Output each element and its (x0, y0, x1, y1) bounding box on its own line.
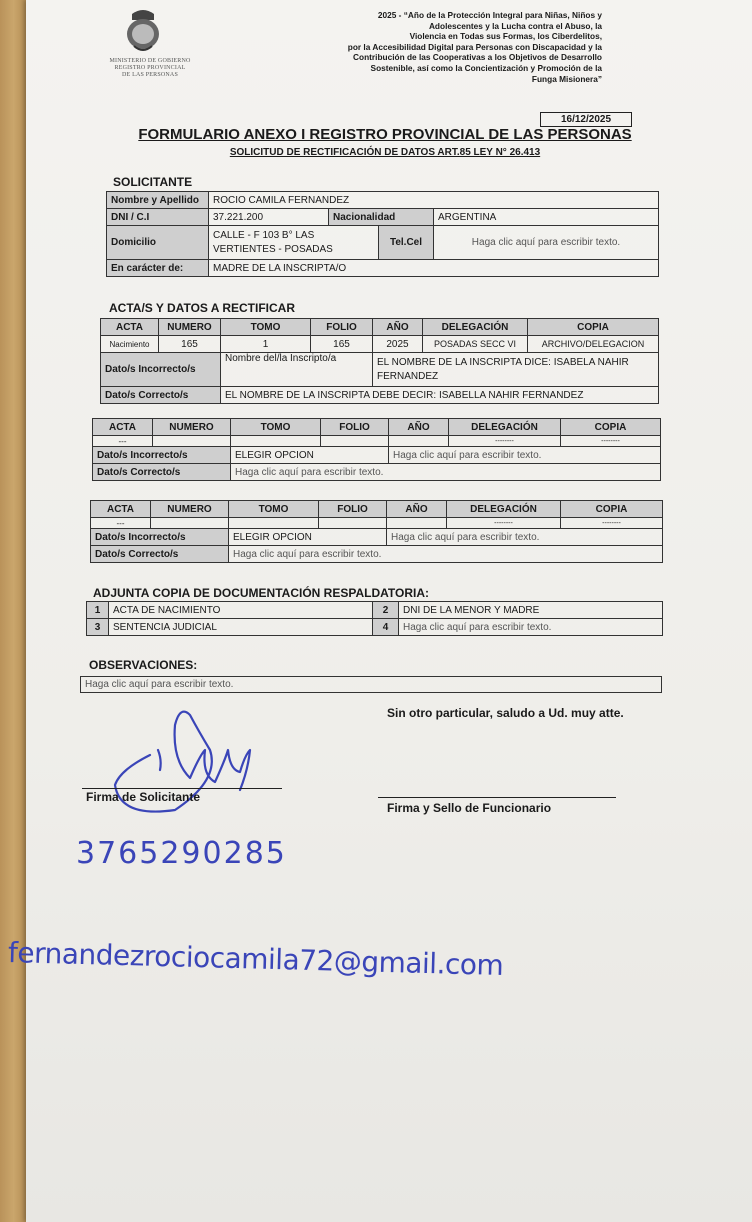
correct-data-label: Dato/s Correcto/s (93, 464, 231, 481)
correct-data-label: Dato/s Correcto/s (101, 387, 221, 404)
slogan-line: por la Accesibilidad Digital para Personas con Discapacidad y la (347, 41, 602, 52)
correct-data-label: Dato/s Correcto/s (91, 546, 229, 563)
tomo-field[interactable] (231, 436, 321, 447)
nationality-field[interactable]: ARGENTINA (434, 209, 659, 226)
form-title: FORMULARIO ANEXO I REGISTRO PROVINCIAL DE LAS PERSONAS (138, 126, 632, 143)
delegacion-field[interactable]: -------- (447, 518, 561, 529)
col-header-anio: AÑO (389, 419, 449, 436)
address-field[interactable]: CALLE - F 103 B° LAS VERTIENTES - POSADAS (209, 226, 379, 260)
ministry-line: REGISTRO PROVINCIAL (114, 65, 186, 71)
phone-field[interactable]: Haga clic aquí para escribir texto. (434, 226, 659, 260)
col-header-numero: NUMERO (151, 501, 229, 518)
closing-text: Sin otro particular, saludo a Ud. muy atte. (387, 706, 624, 720)
correct-data-field[interactable]: Haga clic aquí para escribir texto. (231, 464, 661, 481)
ministry-line: DE LAS PERSONAS (121, 72, 178, 78)
acta-block-3 (90, 500, 663, 563)
ministry-line: MINISTERIO DE GOBIERNO (109, 58, 191, 64)
slogan-line: Violencia en Todas sus Formas, los Ciberdelitos, (409, 31, 602, 42)
col-header-folio: FOLIO (321, 419, 389, 436)
col-header-copia: COPIA (561, 501, 663, 518)
attachment-field[interactable]: ACTA DE NACIMIENTO (109, 602, 373, 619)
handwritten-email: fernandezrociocamila72@gmail.com (7, 936, 504, 982)
phone-label: Tel.Cel (379, 226, 434, 260)
col-header-copia: COPIA (561, 419, 661, 436)
attachment-number: 4 (373, 619, 399, 636)
form-subtitle: SOLICITUD DE RECTIFICACIÓN DE DATOS ART.85 LEY N° 26.413 (229, 147, 541, 158)
official-signature-label: Firma y Sello de Funcionario (387, 801, 552, 815)
slogan-line: Funga Misionera” (531, 73, 602, 84)
anio-field[interactable] (387, 518, 447, 529)
col-header-tomo: TOMO (231, 419, 321, 436)
slogan-line: Sostenible, así como la Concientización y Promoción de la (370, 62, 602, 73)
anio-field[interactable] (389, 436, 449, 447)
numero-field[interactable]: 165 (159, 336, 221, 353)
acta-block-1 (100, 318, 659, 404)
incorrect-data-field[interactable]: Haga clic aquí para escribir texto. (389, 447, 661, 464)
incorrect-data-field[interactable]: Haga clic aquí para escribir texto. (387, 529, 663, 546)
name-field[interactable]: ROCIO CAMILA FERNANDEZ (209, 192, 659, 209)
slogan-line: Adolescentes y la Lucha contra el Abuso, la (428, 20, 602, 31)
attachment-field[interactable]: DNI DE LA MENOR Y MADRE (399, 602, 663, 619)
attachment-number: 2 (373, 602, 399, 619)
official-signature-line (378, 797, 616, 798)
name-label: Nombre y Apellido (107, 192, 209, 209)
acta-block-2 (92, 418, 661, 481)
col-header-anio: AÑO (387, 501, 447, 518)
solicitante-table (106, 191, 659, 277)
acta-type-field[interactable]: --- (93, 436, 153, 447)
observations-field[interactable]: Haga clic aquí para escribir texto. (80, 676, 662, 693)
address-label: Domicilio (107, 226, 209, 260)
numero-field[interactable] (151, 518, 229, 529)
attachment-field[interactable]: SENTENCIA JUDICIAL (109, 619, 373, 636)
dni-label: DNI / C.I (107, 209, 209, 226)
tomo-field[interactable]: 1 (221, 336, 311, 353)
col-header-delegacion: DELEGACIÓN (447, 501, 561, 518)
incorrect-data-label: Dato/s Incorrecto/s (91, 529, 229, 546)
handwritten-phone: 3765290285 (76, 836, 287, 871)
section-heading-adjunta: ADJUNTA COPIA DE DOCUMENTACIÓN RESPALDATORIA: (93, 586, 429, 600)
incorrect-data-label: Dato/s Incorrecto/s (93, 447, 231, 464)
anio-field[interactable]: 2025 (373, 336, 423, 353)
delegacion-field[interactable]: POSADAS SECC VI (423, 336, 528, 353)
attachments-table (86, 601, 663, 636)
attachment-field[interactable]: Haga clic aquí para escribir texto. (399, 619, 663, 636)
slogan-line: 2025 - “Año de la Protección Integral para Niñas, Niños y (377, 10, 602, 20)
copia-field[interactable]: -------- (561, 436, 661, 447)
col-header-folio: FOLIO (319, 501, 387, 518)
col-header-delegacion: DELEGACIÓN (423, 319, 528, 336)
acta-type-field[interactable]: --- (91, 518, 151, 529)
attachment-number: 1 (87, 602, 109, 619)
incorrect-field-select[interactable]: ELEGIR OPCION (229, 529, 387, 546)
applicant-signature-label: Firma de Solicitante (86, 790, 201, 804)
section-heading-actas: ACTA/S Y DATOS A RECTIFICAR (109, 301, 296, 315)
folio-field[interactable] (319, 518, 387, 529)
col-header-acta: ACTA (91, 501, 151, 518)
col-header-delegacion: DELEGACIÓN (449, 419, 561, 436)
folio-field[interactable]: 165 (311, 336, 373, 353)
ministry-caption (100, 58, 200, 79)
date-field[interactable]: 16/12/2025 (540, 112, 632, 127)
col-header-tomo: TOMO (229, 501, 319, 518)
incorrect-data-field[interactable]: EL NOMBRE DE LA INSCRIPTA DICE: ISABELA NAHIR FERNANDEZ (373, 353, 659, 387)
coat-of-arms-logo (118, 6, 168, 56)
delegacion-field[interactable]: -------- (449, 436, 561, 447)
incorrect-field-select[interactable]: ELEGIR OPCION (231, 447, 389, 464)
col-header-acta: ACTA (93, 419, 153, 436)
correct-data-field[interactable]: Haga clic aquí para escribir texto. (229, 546, 663, 563)
nationality-label: Nacionalidad (329, 209, 434, 226)
folio-field[interactable] (321, 436, 389, 447)
numero-field[interactable] (153, 436, 231, 447)
col-header-numero: NUMERO (159, 319, 221, 336)
correct-data-field[interactable]: EL NOMBRE DE LA INSCRIPTA DEBE DECIR: ISABELLA NAHIR FERNANDEZ (221, 387, 659, 404)
incorrect-field-select[interactable]: Nombre del/la Inscripto/a (221, 353, 373, 387)
copia-field[interactable]: -------- (561, 518, 663, 529)
capacity-label: En carácter de: (107, 260, 209, 277)
official-year-slogan (300, 10, 602, 84)
slogan-line: Contribución de las Cooperativas a los Objetivos de Desarrollo (353, 52, 602, 63)
incorrect-data-label: Dato/s Incorrecto/s (101, 353, 221, 387)
section-heading-observaciones: OBSERVACIONES: (89, 658, 198, 672)
tomo-field[interactable] (229, 518, 319, 529)
attachment-number: 3 (87, 619, 109, 636)
col-header-tomo: TOMO (221, 319, 311, 336)
col-header-numero: NUMERO (153, 419, 231, 436)
col-header-acta: ACTA (101, 319, 159, 336)
applicant-signature-line (82, 788, 282, 789)
col-header-folio: FOLIO (311, 319, 373, 336)
section-heading-solicitante: SOLICITANTE (113, 175, 193, 189)
capacity-field[interactable]: MADRE DE LA INSCRIPTA/O (209, 260, 659, 277)
col-header-copia: COPIA (528, 319, 659, 336)
acta-type-field[interactable]: Nacimiento (101, 336, 159, 353)
col-header-anio: AÑO (373, 319, 423, 336)
copia-field[interactable]: ARCHIVO/DELEGACION (528, 336, 659, 353)
dni-field[interactable]: 37.221.200 (209, 209, 329, 226)
